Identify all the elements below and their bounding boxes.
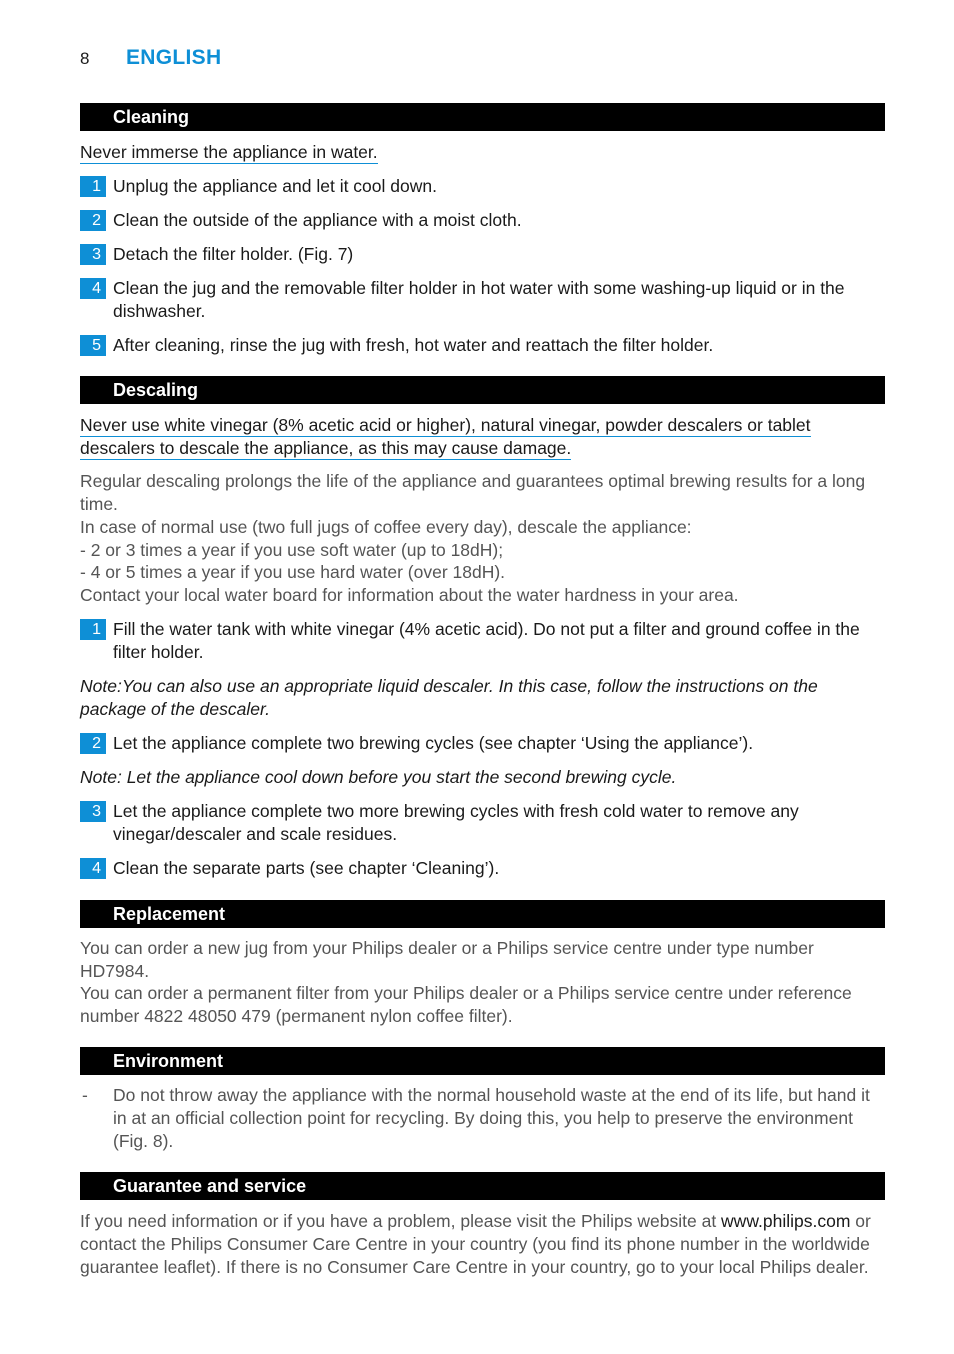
step-text: Unplug the appliance and let it cool down.	[113, 176, 437, 196]
page-header	[80, 46, 221, 76]
section-heading-cleaning: Cleaning	[80, 103, 885, 131]
cleaning-warning	[80, 141, 886, 164]
step-number: 2	[80, 210, 106, 231]
descaling-warning-line2: descalers to descale the appliance, as this may cause damage.	[80, 438, 572, 458]
replacement-paragraph: You can order a new jug from your Philips dealer or a Philips service centre under type number HD7984.	[80, 938, 814, 981]
descaling-note: Note: Let the appliance cool down before you start the second brewing cycle.	[80, 767, 677, 787]
section-heading-environment: Environment	[80, 1047, 885, 1075]
environment-item	[80, 1084, 886, 1153]
environment-item-text: Do not throw away the appliance with the normal household waste at the end of its life, but hand it in at an official collection point for recycling. By doing this, you help to preserve the environment (Fig. 8).	[113, 1085, 870, 1151]
step-text: Detach the filter holder. (Fig. 7)	[113, 244, 354, 264]
descaling-warning-line1: Never use white vinegar (8% acetic acid or higher), natural vinegar, powder descalers or tablet	[80, 415, 811, 435]
cleaning-step	[80, 175, 886, 198]
step-number: 2	[80, 733, 106, 754]
section-heading-replacement: Replacement	[80, 900, 885, 928]
cleaning-step	[80, 334, 886, 357]
descaling-paragraph: - 4 or 5 times a year if you use hard water (over 18dH).	[80, 562, 506, 582]
dash-marker: -	[82, 1085, 88, 1105]
guarantee-text-after: or contact the Philips Consumer Care Centre in your country (you find its phone number in the worldwide guarantee leaflet). If there is no Consumer Care Centre in your country, go to your local Philips dealer.	[80, 1211, 871, 1277]
descaling-step	[80, 618, 886, 664]
section-heading-guarantee: Guarantee and service	[80, 1172, 885, 1200]
cleaning-step	[80, 209, 886, 232]
step-number: 5	[80, 335, 106, 356]
section-heading-descaling: Descaling	[80, 376, 885, 404]
descaling-paragraph: Regular descaling prolongs the life of the appliance and guarantees optimal brewing results for a long time.	[80, 471, 866, 514]
step-number: 4	[80, 858, 106, 879]
step-text: Clean the outside of the appliance with a moist cloth.	[113, 210, 522, 230]
step-number: 1	[80, 619, 106, 640]
descaling-paragraph: - 2 or 3 times a year if you use soft water (up to 18dH);	[80, 540, 504, 560]
cleaning-step	[80, 277, 886, 323]
step-number: 3	[80, 801, 106, 822]
step-text: Clean the separate parts (see chapter ‘Cleaning’).	[113, 858, 500, 878]
replacement-paragraph: You can order a permanent filter from your Philips dealer or a Philips service centre under reference number 4822 48050 479 (permanent nylon coffee filter).	[80, 983, 852, 1026]
guarantee-text-before: If you need information or if you have a problem, please visit the Philips website at	[80, 1211, 722, 1231]
descaling-step	[80, 800, 886, 846]
descaling-step	[80, 732, 886, 755]
descaling-warning	[80, 414, 886, 460]
step-text: Let the appliance complete two more brewing cycles with fresh cold water to remove any vinegar/descaler and scale residues.	[113, 801, 799, 844]
step-number: 4	[80, 278, 106, 299]
descaling-note: Note:You can also use an appropriate liquid descaler. In this case, follow the instructions on the package of the descaler.	[80, 676, 818, 719]
step-text: Fill the water tank with white vinegar (4% acetic acid). Do not put a filter and ground coffee in the filter holder.	[113, 619, 860, 662]
guarantee-paragraph	[80, 1210, 890, 1279]
step-number: 3	[80, 244, 106, 265]
page-number: 8	[80, 49, 90, 68]
step-text: After cleaning, rinse the jug with fresh, hot water and reattach the filter holder.	[113, 335, 714, 355]
descaling-paragraph: In case of normal use (two full jugs of coffee every day), descale the appliance:	[80, 517, 692, 537]
step-text: Clean the jug and the removable filter holder in hot water with some washing-up liquid or in the dishwasher.	[113, 278, 845, 321]
website-link[interactable]: www.philips.com	[721, 1211, 851, 1231]
descaling-step	[80, 857, 886, 880]
cleaning-warning-text: Never immerse the appliance in water.	[80, 142, 378, 162]
cleaning-step	[80, 243, 886, 266]
language-title: ENGLISH	[126, 46, 222, 69]
step-text: Let the appliance complete two brewing cycles (see chapter ‘Using the appliance’).	[113, 733, 754, 753]
step-number: 1	[80, 176, 106, 197]
descaling-paragraph: Contact your local water board for information about the water hardness in your area.	[80, 585, 739, 605]
